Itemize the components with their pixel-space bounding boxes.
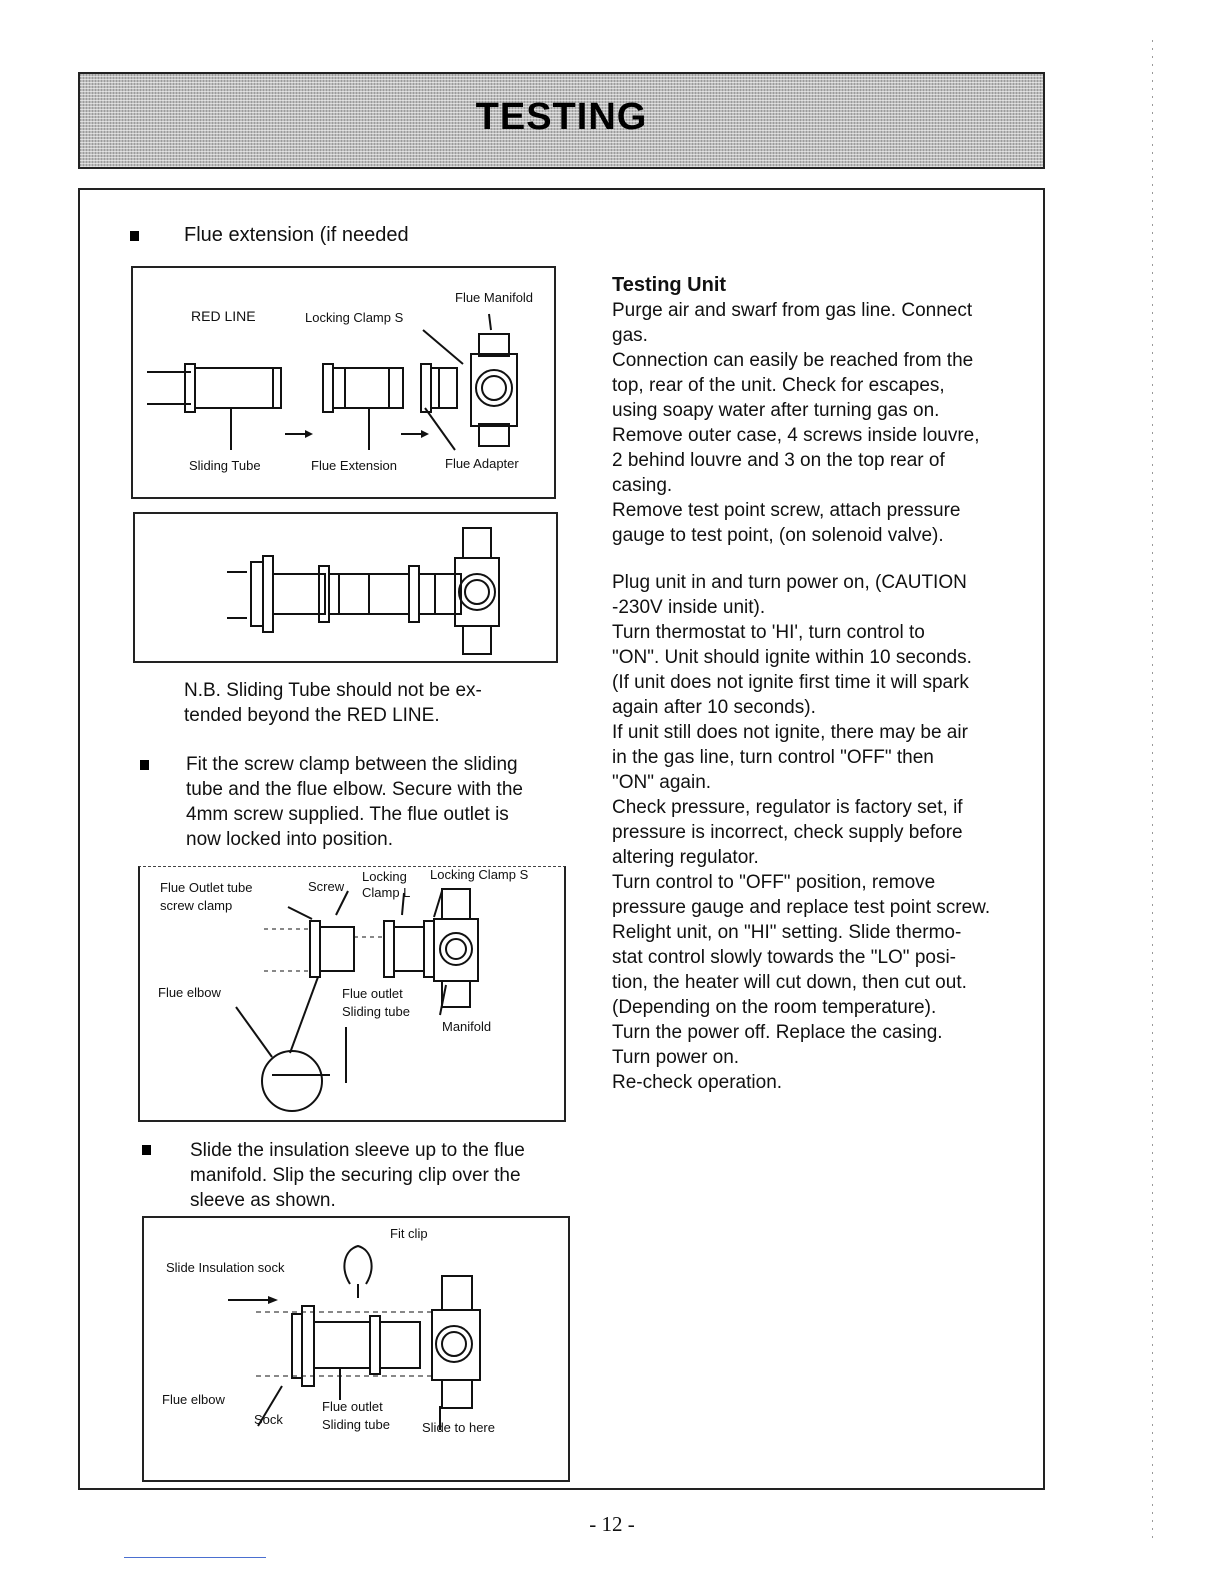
assembled-flue-diagram xyxy=(133,512,558,663)
scan-margin-mark xyxy=(1152,40,1153,1540)
screw-clamp-instruction: Fit the screw clamp between the sliding tube and the flue elbow. Secure with the 4mm screw supplied. The flue outlet is now locked into position. xyxy=(186,754,523,850)
label-locking-clamp-s: Locking Clamp S xyxy=(305,310,404,325)
testing-unit-section xyxy=(612,272,1032,1095)
footer-rule xyxy=(124,1557,266,1558)
bullet-marker xyxy=(130,231,139,241)
flue-extension-heading: Flue extension (if needed xyxy=(184,224,409,246)
testing-unit-heading: Testing Unit xyxy=(612,274,727,296)
label-red-line: RED LINE xyxy=(191,308,256,324)
label-flue-outlet-sliding-tube: Flue outlet Sliding tube xyxy=(342,986,410,1019)
title-banner xyxy=(78,72,1045,169)
screw-clamp-diagram xyxy=(138,866,566,1122)
insulation-sock-diagram xyxy=(142,1216,570,1482)
page-number: - 12 - xyxy=(589,1512,635,1536)
flue-extension-diagram xyxy=(131,266,556,499)
label-flue-manifold: Flue Manifold xyxy=(455,290,534,305)
assembled-flue-drawing xyxy=(135,514,560,665)
label-slide-to-here: Slide to here xyxy=(422,1420,495,1435)
bullet-marker xyxy=(140,760,149,770)
label-screw: Screw xyxy=(308,879,345,894)
label-flue-outlet-sliding-tube: Flue outlet Sliding tube xyxy=(322,1399,390,1432)
testing-unit-paragraph-1: Purge air and swarf from gas line. Connect gas. Connection can easily be reached from the top, rear of the unit. Check for escapes, using soapy water after turning gas on. Remove outer case, 4 screws inside louvre, 2 behind louvre and 3 on the top rear of casing. Remove test point screw, attach pressure gauge to test point, (on solenoid valve). xyxy=(612,300,980,546)
testing-unit-paragraph-2: Plug unit in and turn power on, (CAUTION -230V inside unit). Turn thermostat to 'HI', turn control to "ON". Unit should ignite within 10 seconds. (If unit does not ignite first time it will spark again after 10 seconds). If unit still does not ignite, there may be air in the gas line, turn control "OFF" then "ON" again. Check pressure, regulator is factory set, if pressure is incorrect, check supply before altering regulator. Turn control to "OFF" position, remove pressure gauge and replace test point screw. Relight unit, on "HI" setting. Slide thermo- stat control slowly towards the "LO" posi- tion, the heater will cut down, then cut out. (Depending on the room temperature). Turn the power off. Replace the casing. Turn power on. Re-check operation. xyxy=(612,572,991,1093)
label-sock: Sock xyxy=(254,1412,283,1427)
label-slide-insulation-sock: Slide Insulation sock xyxy=(166,1260,285,1275)
label-flue-adapter: Flue Adapter xyxy=(445,456,519,471)
label-fit-clip: Fit clip xyxy=(390,1226,428,1241)
insulation-sock-drawing xyxy=(144,1218,572,1484)
label-flue-elbow: Flue elbow xyxy=(162,1392,225,1407)
bullet-marker xyxy=(142,1145,151,1155)
label-sliding-tube: Sliding Tube xyxy=(189,458,261,473)
label-flue-elbow: Flue elbow xyxy=(158,985,221,1000)
label-manifold: Manifold xyxy=(442,1019,492,1034)
insulation-sleeve-instruction: Slide the insulation sleeve up to the flue manifold. Slip the securing clip over the sleeve as shown. xyxy=(190,1140,525,1211)
label-locking-clamp-l: Locking Clamp L xyxy=(362,869,411,900)
label-flue-outlet-tube-screw-clamp: Flue Outlet tube screw clamp xyxy=(160,880,253,913)
label-flue-extension: Flue Extension xyxy=(311,458,397,473)
label-locking-clamp-s: Locking Clamp S xyxy=(430,867,529,882)
sliding-tube-note: N.B. Sliding Tube should not be ex- tended beyond the RED LINE. xyxy=(184,680,482,726)
page-title: TESTING xyxy=(475,96,648,138)
